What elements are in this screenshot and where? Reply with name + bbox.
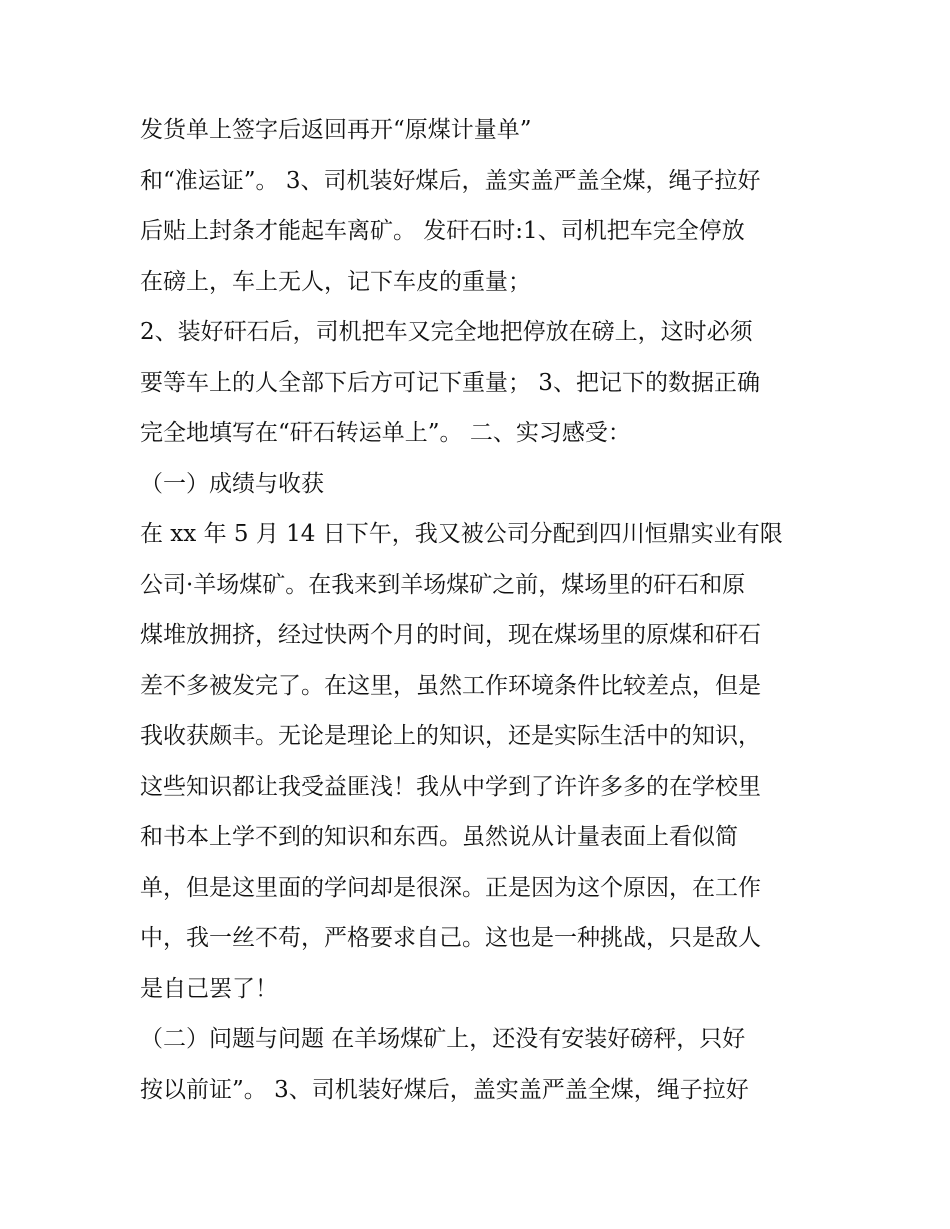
text-line: 公司·羊场煤矿。在我来到羊场煤矿之前，煤场里的矸石和原 (140, 572, 746, 598)
text-line: 是自己罢了！ (140, 976, 278, 1002)
text-line: 后贴上封条才能起车离矿。 发矸石时:1、司机把车完全停放 (140, 218, 745, 244)
text-line: 和书本上学不到的知识和东西。虽然说从计量表面上看似简 (140, 824, 738, 850)
text-line: 这些知识都让我受益匪浅！我从中学到了许许多多的在学校里 (140, 774, 761, 800)
text-line: 2、装好矸石后，司机把车又完全地把停放在磅上，这时必须 (140, 319, 753, 345)
text-line: 我收获颇丰。无论是理论上的知识，还是实际生活中的知识， (140, 723, 761, 749)
text-line: 单，但是这里面的学问却是很深。正是因为这个原因，在工作 (140, 875, 761, 901)
text-line: 要等车上的人全部下后方可记下重量； 3、把记下的数据正确 (140, 370, 760, 396)
text-line: 在磅上，车上无人，记下车皮的重量； (140, 269, 531, 295)
section-heading: （二）问题与问题 在羊场煤矿上，还没有安装好磅秤，只好 (140, 1026, 746, 1052)
text-line: 差不多被发完了。在这里，虽然工作环境条件比较差点，但是 (140, 673, 761, 699)
text-line: 发货单上签字后返回再开“原煤计量单” (140, 117, 532, 143)
text-line: 按以前证”。 3、司机装好煤后，盖实盖严盖全煤，绳子拉好 (140, 1077, 749, 1103)
text-line: 完全地填写在“矸石转运单上”。 二、实习感受： (140, 420, 631, 446)
text-line: 在 xx 年 5 月 14 日下午，我又被公司分配到四川恒鼎实业有限 (140, 521, 783, 547)
text-line: 煤堆放拥挤，经过快两个月的时间，现在煤场里的原煤和矸石 (140, 622, 761, 648)
text-line: 中，我一丝不苟，严格要求自己。这也是一种挑战，只是敌人 (140, 925, 761, 951)
text-line: 和“准运证”。 3、司机装好煤后，盖实盖严盖全煤，绳子拉好 (140, 168, 761, 194)
section-heading: （一）成绩与收获 (140, 471, 324, 497)
